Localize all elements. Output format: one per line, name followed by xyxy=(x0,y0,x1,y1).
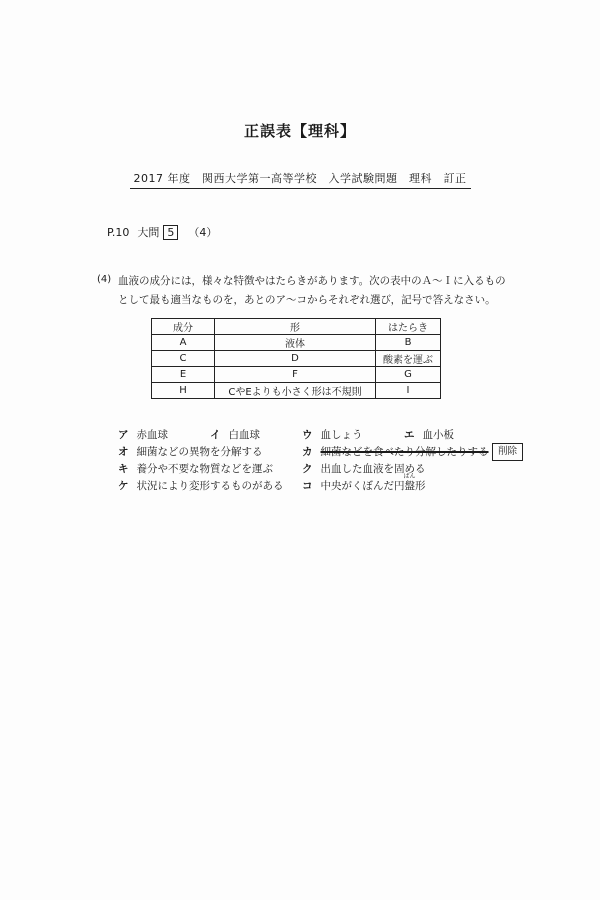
table-cell: I xyxy=(376,383,441,399)
table-cell: B xyxy=(376,335,441,351)
choice-text: 細菌などを食べたり分解したりする xyxy=(320,446,489,458)
table-header: はたらき xyxy=(376,319,441,335)
section-label: 大問 xyxy=(137,226,160,239)
choice-a xyxy=(118,427,168,442)
page-reference xyxy=(107,224,217,240)
blood-components-table xyxy=(151,318,441,399)
choice-ko xyxy=(302,473,426,493)
table-row xyxy=(152,367,441,383)
choice-row xyxy=(118,461,538,478)
choice-key: ケ xyxy=(118,480,129,492)
choice-ka-deleted xyxy=(302,444,489,459)
choice-text: 赤血球 xyxy=(136,429,168,441)
choice-row xyxy=(118,473,538,495)
choice-ke xyxy=(118,478,284,493)
choice-key: ア xyxy=(118,429,129,441)
table-header: 形 xyxy=(215,319,376,335)
choice-key: ク xyxy=(302,463,313,475)
ruby-char xyxy=(403,473,416,493)
question-number: (4) xyxy=(97,274,112,285)
table-cell: D xyxy=(215,351,376,367)
page-title: 正誤表【理科】 xyxy=(243,122,356,140)
choice-row xyxy=(118,444,538,461)
question-text: 血液の成分には，様々な特徴やはたらきがあります。次の表中のＡ～Ｉに入るものとして最も適当なものを，あとのア～コからそれぞれ選び，記号で答えなさい。 xyxy=(118,275,506,306)
choice-key: オ xyxy=(118,446,129,458)
choice-ki xyxy=(118,461,273,476)
page-number: P.10 xyxy=(107,226,130,239)
delete-label: 削除 xyxy=(492,443,523,461)
choice-key: コ xyxy=(302,480,313,492)
choice-key: エ xyxy=(404,429,415,441)
choice-e xyxy=(404,427,454,442)
choice-i xyxy=(210,427,260,442)
choice-o xyxy=(118,444,263,459)
subtitle-text: 2017 年度 関西大学第一高等学校 入学試験問題 理科 訂正 xyxy=(130,170,471,189)
choice-text: 細菌などの異物を分解する xyxy=(136,446,263,458)
ruby-base: 盤 xyxy=(404,480,415,492)
choice-key: ウ xyxy=(302,429,313,441)
choice-text: 養分や不要な物質などを運ぶ xyxy=(136,463,273,475)
table-cell: C xyxy=(152,351,215,367)
table-header-row xyxy=(152,319,441,335)
page-subtitle xyxy=(0,170,600,189)
choice-text: 状況により変形するものがある xyxy=(136,480,284,492)
ruby-reading: ばん xyxy=(403,473,416,480)
table-cell: E xyxy=(152,367,215,383)
table-cell: CやEよりも小さく形は不規則 xyxy=(215,383,376,399)
section-number: 5 xyxy=(163,225,178,240)
choice-text-post: 形 xyxy=(415,480,426,492)
table-row xyxy=(152,335,441,351)
table-cell: F xyxy=(215,367,376,383)
choice-key: カ xyxy=(302,446,313,458)
choice-text: 白血球 xyxy=(228,429,260,441)
table-cell: G xyxy=(376,367,441,383)
question-number-ref: （4） xyxy=(188,226,218,239)
choice-row xyxy=(118,427,538,444)
table-cell: 酸素を運ぶ xyxy=(376,351,441,367)
table-row xyxy=(152,351,441,367)
choice-text: 血しょう xyxy=(320,429,363,441)
table-cell: H xyxy=(152,383,215,399)
table-cell: A xyxy=(152,335,215,351)
table-header: 成分 xyxy=(152,319,215,335)
choice-key: キ xyxy=(118,463,129,475)
answer-choices xyxy=(118,427,538,495)
choice-text: 出血した血液を固める xyxy=(320,463,426,475)
table-row xyxy=(152,383,441,399)
choice-key: イ xyxy=(210,429,221,441)
choice-u xyxy=(302,427,363,442)
choice-text: 血小板 xyxy=(422,429,454,441)
choice-text-pre: 中央がくぼんだ円 xyxy=(320,480,405,492)
table-cell: 液体 xyxy=(215,335,376,351)
